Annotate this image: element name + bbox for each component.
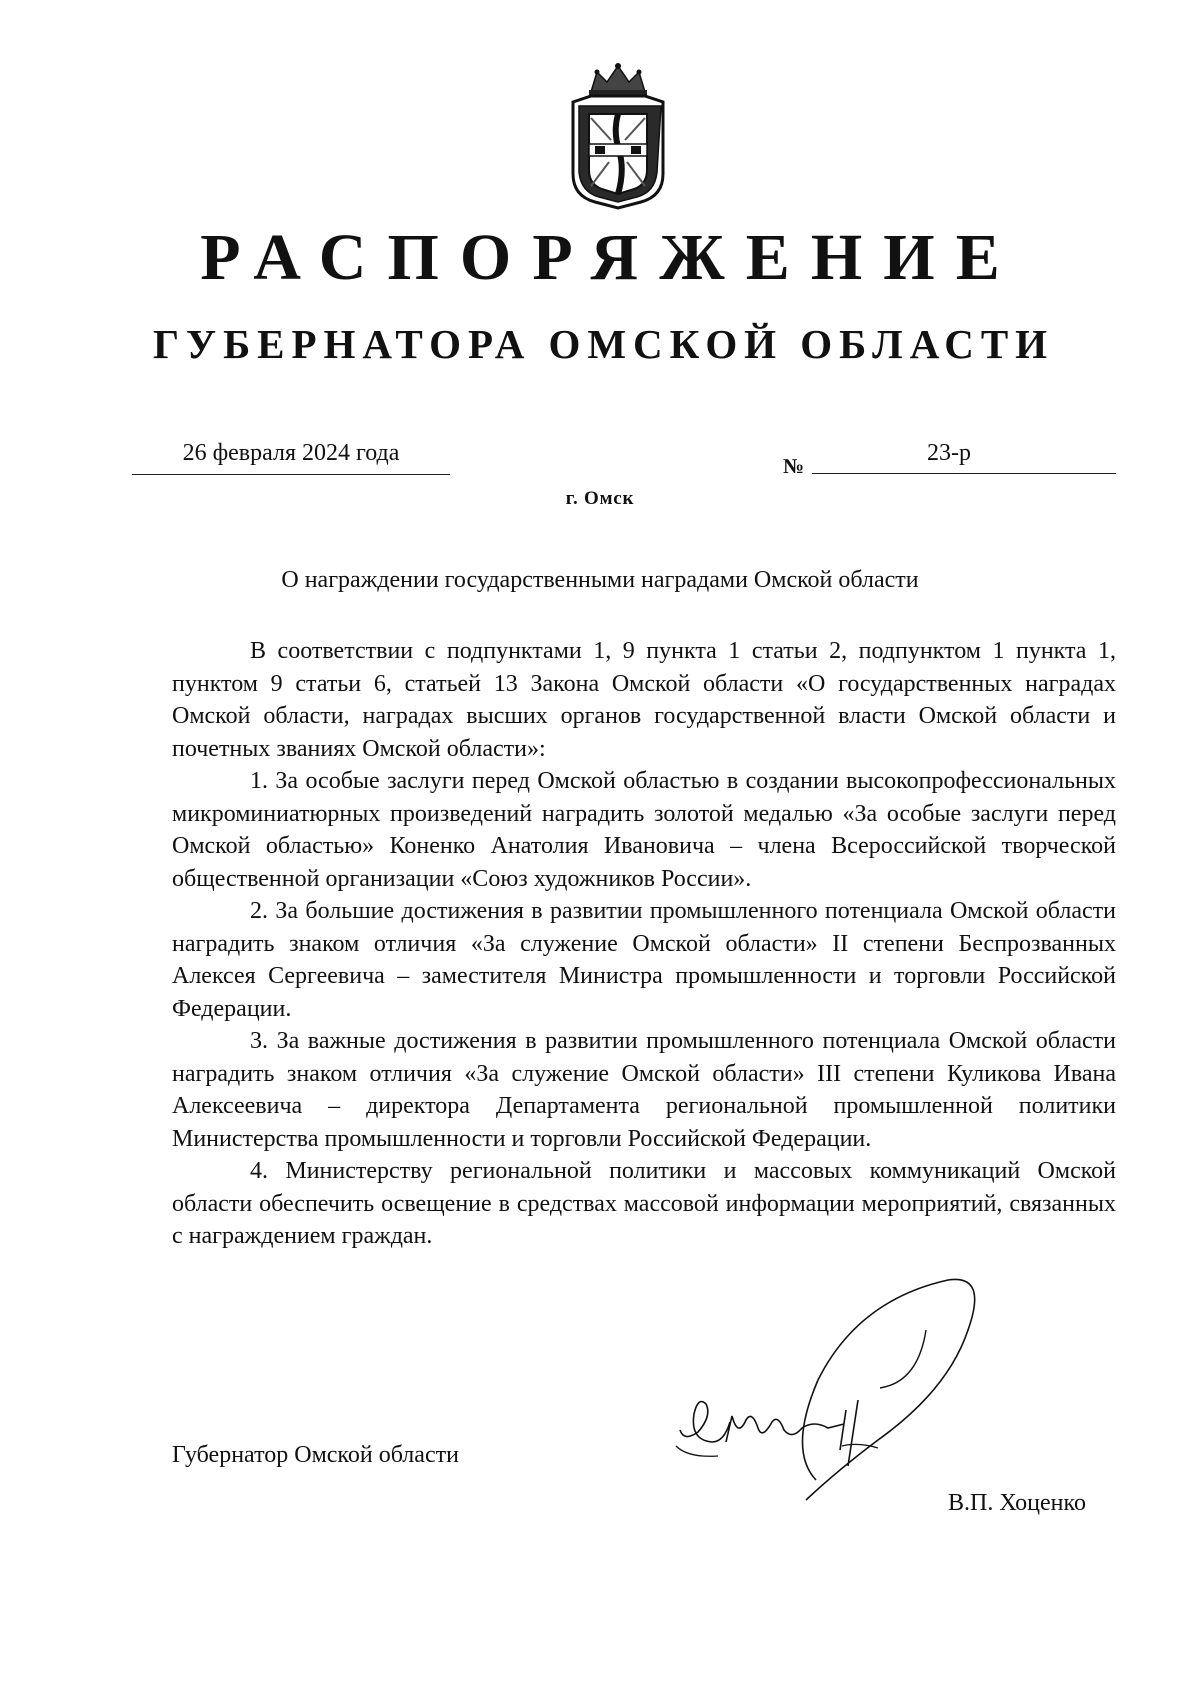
document-body <box>172 635 1116 1253</box>
paragraph-item-4: 4. Министерству региональной политики и массовых коммуникаций Омской области обеспечить освещение в средствах массовой информации мероприятий, связанных с награждением граждан. <box>172 1158 1116 1249</box>
document-city: г. Омск <box>565 488 635 509</box>
paragraph-item-3: 3. За важные достижения в развитии промышленного потенциала Омской области наградить знаком отличия «За служение Омской области» III степени Куликова Ивана Алексеевича – директора Департамента региональной промышленной политики Министерства промышленности и торговли Российской Федерации. <box>172 1028 1116 1152</box>
signer-title: Губернатор Омской области <box>172 1442 459 1468</box>
document-subject: О награждении государственными наградами Омской области <box>281 567 919 593</box>
paragraph-item-2: 2. За большие достижения в развитии промышленного потенциала Омской области наградить знаком отличия «За служение Омской области» II степени Беспрозванных Алексея Сергеевича – заместителя Министра промышленности и торговли Российской Федерации. <box>172 898 1116 1022</box>
number-label: № <box>783 454 805 478</box>
paragraph-preamble: В соответствии с подпунктами 1, 9 пункта 1 статьи 2, подпунктом 1 пункта 1, пунктом 9 статьи 6, статьей 13 Закона Омской области «О государственных наградах Омской области, наградах высших органов государственной власти Омской области и почетных званиях Омской области»: <box>172 638 1116 762</box>
document-date: 26 февраля 2024 года <box>132 438 450 475</box>
signer-name: В.П. Хоценко <box>948 1490 1086 1516</box>
document-number: 23-р <box>812 438 1116 474</box>
document-subtitle: ГУБЕРНАТОРА ОМСКОЙ ОБЛАСТИ <box>152 321 1054 367</box>
paragraph-item-1: 1. За особые заслуги перед Омской областью в создании высокопрофессиональных микроминиатюрных произведений наградить золотой медалью «За особые заслуги перед Омской областью» Коненко Анатолия Ивановича – члена Всероссийской творческой общественной организации «Союз художников России». <box>172 768 1116 892</box>
document-title: РАСПОРЯЖЕНИЕ <box>200 221 1021 294</box>
coat-of-arms-icon <box>561 58 675 210</box>
